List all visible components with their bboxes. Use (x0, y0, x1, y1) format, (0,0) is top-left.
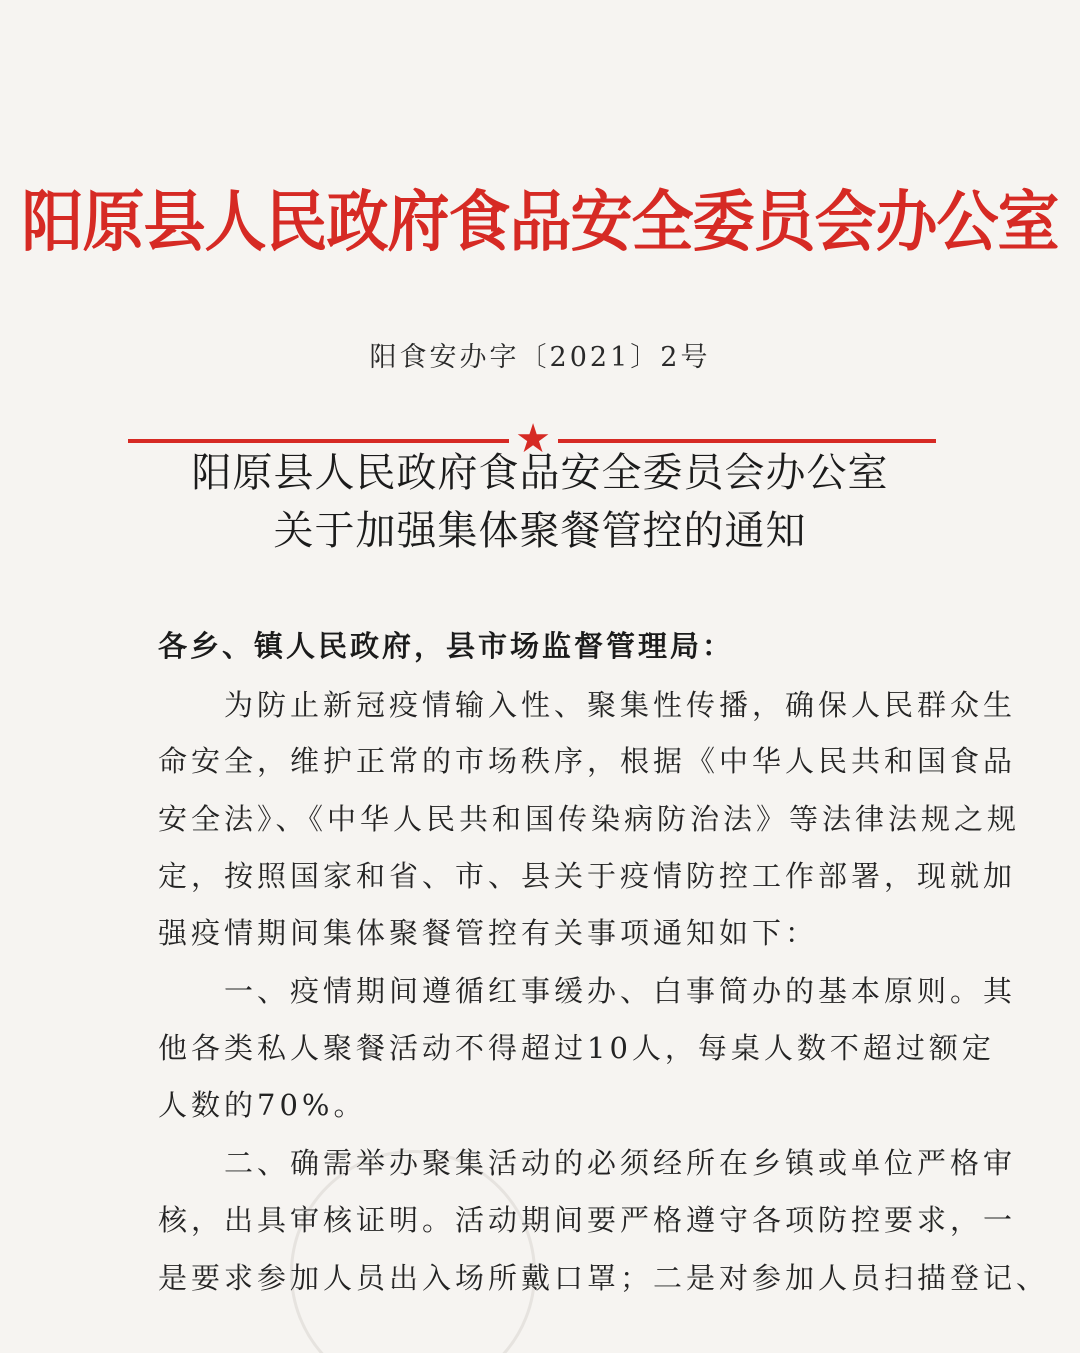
body-line: 强疫情期间集体聚餐管控有关事项通知如下： (158, 916, 819, 950)
body-line: 人数的70%。 (158, 1088, 367, 1122)
org-header-title: 阳原县人民政府食品安全委员会办公室 (21, 182, 1059, 261)
body-line: 安全法》、《中华人民共和国传染病防治法》等法律法规之规 (158, 802, 1021, 836)
notice-title-line-1: 阳原县人民政府食品安全委员会办公室 (191, 450, 889, 496)
document-number: 阳食安办字〔2021〕2号 (369, 342, 711, 373)
body-line: 他各类私人聚餐活动不得超过10人，每桌人数不超过额定 (158, 1031, 995, 1065)
body-line: 二、确需举办聚集活动的必须经所在乡镇或单位严格审 (158, 1146, 1017, 1180)
body-line: 核，出具审核证明。活动期间要严格遵守各项防控要求，一 (158, 1203, 1017, 1237)
body-line: 命安全，维护正常的市场秩序，根据《中华人民共和国食品 (158, 744, 1017, 778)
body-line: 为防止新冠疫情输入性、聚集性传播，确保人民群众生 (158, 688, 1017, 722)
body-line: 是要求参加人员出入场所戴口罩；二是对参加人员扫描登记、 (158, 1261, 1050, 1295)
body-line: 一、疫情期间遵循红事缓办、白事简办的基本原则。其 (158, 974, 1017, 1008)
body-line: 定，按照国家和省、市、县关于疫情防控工作部署，现就加 (158, 859, 1017, 893)
red-star-icon: ★ (515, 416, 551, 462)
salutation: 各乡、镇人民政府，县市场监督管理局： (158, 629, 735, 663)
notice-title-line-2: 关于加强集体聚餐管控的通知 (273, 508, 807, 554)
